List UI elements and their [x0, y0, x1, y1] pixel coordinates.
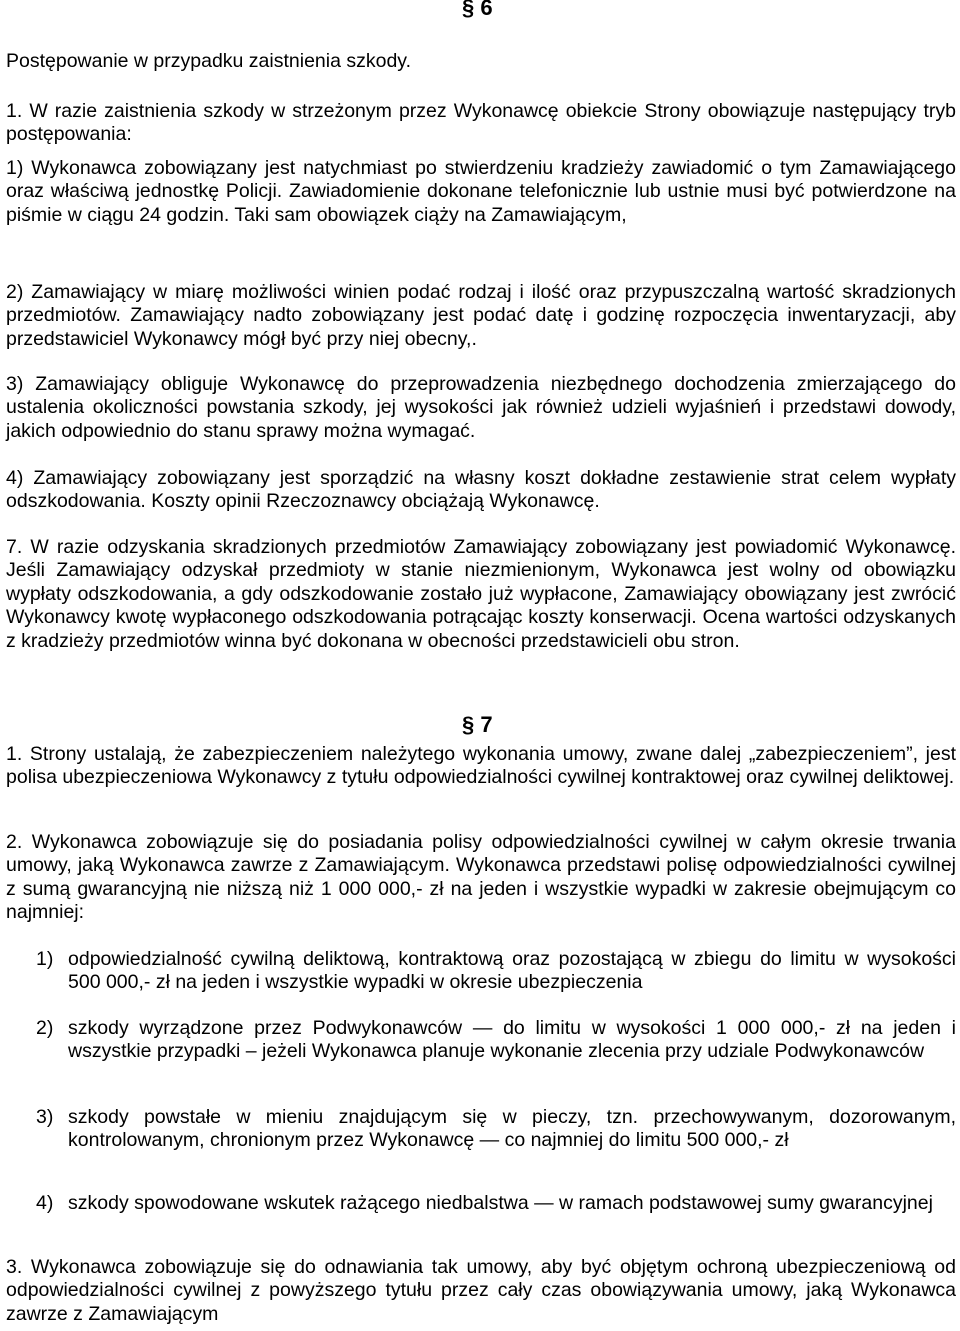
paragraph-6-1-3: 3) Zamawiający obliguje Wykonawcę do przeprowadzenia niezbędnego dochodzenia zmierzającego do ustalenia okoliczności powstania szkody, jej wysokości jak również udzieli wyjaśnień i przedstawi dowody, jakich odpowiednio do stanu sprawy można wymagać. — [6, 373, 956, 442]
list-item-number: 4) — [36, 1192, 54, 1214]
paragraph-6-7: 7. W razie odzyskania skradzionych przedmiotów Zamawiający zobowiązany jest powiadomić Wykonawcę. Jeśli Zamawiający odzyskał przedmioty w stanie niezmienionym, Wykonawca jest wolny od obowiązku wypłaty odszkodowania, a gdy odszkodowanie zostało już wypłacone, Zamawiający obowiązany jest zwrócić Wykonawcy kwotę wypłaconego odszkodowania potrącając koszty konserwacji. Ocena wartości odzyskanych z kradzieży przedmiotów winna być dokonana w obecności przedstawicieli obu stron. — [6, 536, 956, 652]
paragraph-7-3: 3. Wykonawca zobowiązuje się do odnawiania tak umowy, aby być objętym ochroną ubezpieczeniową od odpowiedzialności cywilnej z powyższego tytułu przez cały czas obowiązywania umowy, jaką Wykonawca zawrze z Zamawiającym — [6, 1256, 956, 1325]
paragraph-7-2: 2. Wykonawca zobowiązuje się do posiadania polisy odpowiedzialności cywilnej w całym okresie trwania umowy, jaką Wykonawca zawrze z Zamawiającym. Wykonawca przedstawi polisę odpowiedzialności cywilnej z sumą gwarancyjną nie niższą niż 1 000 000,- zł na jeden i wszystkie wypadki w zakresie obejmującym co najmniej: — [6, 831, 956, 924]
list-item-number: 2) — [36, 1017, 54, 1039]
list-item — [36, 1192, 956, 1215]
list-item-text: szkody powstałe w mieniu znajdującym się w pieczy, tzn. przechowywanym, dozorowanym, kontrolowanym, chronionym przez Wykonawcę — co najmniej do limitu 500 000,- zł — [68, 1106, 956, 1152]
section-7-sign: § 7 — [462, 712, 493, 737]
paragraph-6-1-4: 4) Zamawiający zobowiązany jest sporządzić na własny koszt dokładne zestawienie strat celem wypłaty odszkodowania. Koszty opinii Rzeczoznawcy obciążają Wykonawcę. — [6, 467, 956, 513]
section-6-heading: Postępowanie w przypadku zaistnienia szkody. — [6, 50, 412, 72]
list-item-text: szkody wyrządzone przez Podwykonawców — do limitu w wysokości 1 000 000,- zł na jeden i wszystkie przypadki – jeżeli Wykonawca planuje wykonanie zlecenia przy udziale Podwykonawców — [68, 1017, 956, 1063]
list-item-number: 1) — [36, 948, 54, 970]
list-item-text: szkody spowodowane wskutek rażącego niedbalstwa — w ramach podstawowej sumy gwarancyjnej — [68, 1192, 933, 1214]
list-item — [36, 1106, 956, 1153]
paragraph-6-1-1: 1) Wykonawca zobowiązany jest natychmiast po stwierdzeniu kradzieży zawiadomić o tym Zamawiającego oraz właściwą jednostkę Policji. Zawiadomienie dokonane telefonicznie lub ustnie musi być potwierdzone na piśmie w ciągu 24 godzin. Taki sam obowiązek ciąży na Zamawiającym, — [6, 157, 956, 226]
list-item-number: 3) — [36, 1106, 54, 1128]
list-item — [36, 948, 956, 995]
section-6-sign: § 6 — [462, 0, 493, 20]
list-item-text: odpowiedzialność cywilną deliktową, kontraktową oraz pozostającą w zbiegu do limitu w wysokości 500 000,- zł na jeden i wszystkie wypadki w okresie ubezpieczenia — [68, 948, 956, 994]
list-item — [36, 1017, 956, 1064]
paragraph-7-1: 1. Strony ustalają, że zabezpieczeniem należytego wykonania umowy, zwane dalej „zabezpieczeniem”, jest polisa ubezpieczeniowa Wykonawcy z tytułu odpowiedzialności cywilnej kontraktowej oraz cywilnej deliktowej. — [6, 743, 956, 789]
paragraph-6-1-2: 2) Zamawiający w miarę możliwości winien podać rodzaj i ilość oraz przypuszczalną wartość skradzionych przedmiotów. Zamawiający nadto zobowiązany jest podać datę i godzinę rozpoczęcia inwentaryzacji, aby przedstawiciel Wykonawcy mógł być przy niej obecny,. — [6, 281, 956, 350]
paragraph-6-1: 1. W razie zaistnienia szkody w strzeżonym przez Wykonawcę obiekcie Strony obowiązuje następujący tryb postępowania: — [6, 100, 956, 146]
